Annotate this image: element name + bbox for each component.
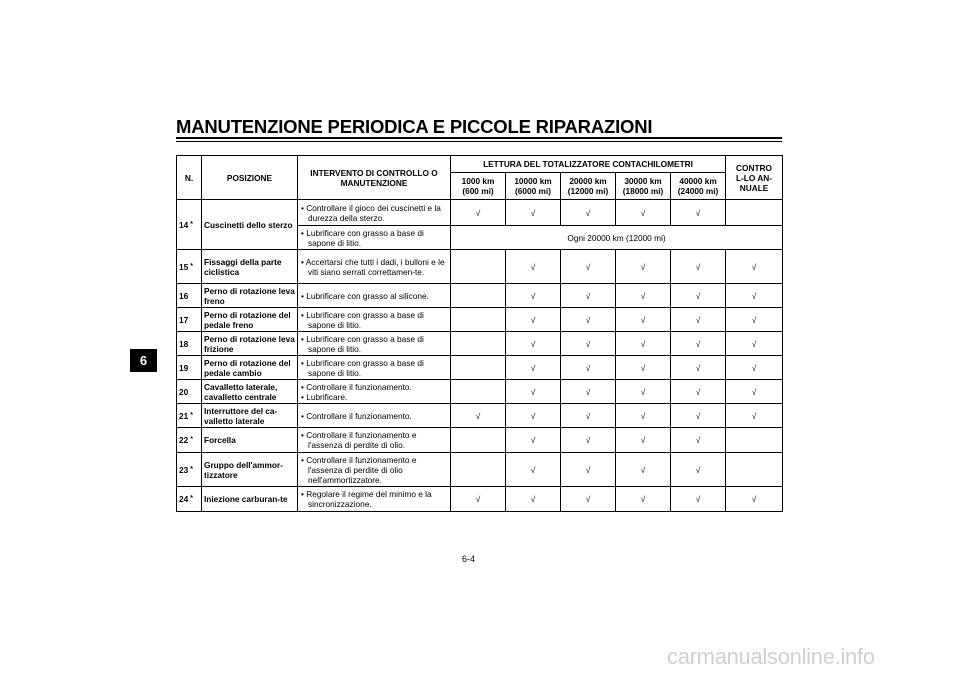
interval-check-cell: √ (671, 250, 726, 284)
row-number-value: 21 (179, 410, 189, 421)
row-action (298, 404, 451, 428)
row-action (298, 453, 451, 487)
row-number-value: 16 (179, 290, 189, 301)
interval-check-cell: √ (561, 487, 616, 512)
interval-check-cell: √ (506, 332, 561, 356)
row-number (177, 428, 202, 453)
action-item: • Controllare il funzionamento e l'assenza di perdite di olio. (301, 430, 417, 450)
row-number-value: 18 (179, 338, 189, 349)
row-position: Iniezione carburan-te (202, 487, 298, 512)
interval-note: Ogni 20000 km (12000 mi) (451, 226, 783, 250)
row-number-value: 23 (179, 464, 189, 475)
interval-check-cell: √ (561, 284, 616, 308)
table-row (177, 250, 783, 284)
header-num: N. (177, 156, 202, 200)
interval-check-cell: √ (506, 453, 561, 487)
interval-check-cell: √ (616, 453, 671, 487)
interval-check-cell: √ (616, 487, 671, 512)
row-position: Perno di rotazione leva freno (202, 284, 298, 308)
interval-check-cell: √ (561, 404, 616, 428)
annual-check-cell (726, 428, 783, 453)
title-rule-thin (176, 141, 782, 142)
chapter-tab: 6 (130, 349, 157, 372)
header-interval (671, 173, 726, 200)
interval-check-cell: √ (616, 356, 671, 380)
maintenance-table (176, 155, 783, 512)
table-row (177, 404, 783, 428)
row-number (177, 487, 202, 512)
row-number (177, 332, 202, 356)
header-interval-line: (6000 mi) (515, 186, 551, 196)
action-item: • Lubrificare con grasso a base di sapone di litio. (301, 227, 424, 248)
annual-check-cell: √ (726, 308, 783, 332)
action-item: • Controllare il funzionamento. (301, 410, 412, 421)
annual-check-cell (726, 200, 783, 226)
interval-check-cell: √ (616, 284, 671, 308)
row-action (298, 250, 451, 284)
interval-check-cell: √ (671, 356, 726, 380)
row-number (177, 404, 202, 428)
interval-check-cell: √ (616, 404, 671, 428)
annual-check-cell: √ (726, 332, 783, 356)
annual-check-cell (726, 453, 783, 487)
header-interval (616, 173, 671, 200)
interval-check-cell: √ (561, 250, 616, 284)
interval-check-cell: √ (506, 356, 561, 380)
row-number-value: 15 (179, 261, 189, 272)
table-row (177, 200, 783, 226)
row-position: Cavalletto laterale, cavalletto centrale (202, 380, 298, 404)
header-interval (451, 173, 506, 200)
annual-check-cell: √ (726, 404, 783, 428)
interval-check-cell: √ (506, 250, 561, 284)
annual-check-cell: √ (726, 380, 783, 404)
interval-check-cell: √ (616, 428, 671, 453)
interval-check-cell (451, 356, 506, 380)
table-row (177, 380, 783, 404)
interval-check-cell (451, 250, 506, 284)
header-odometer: LETTURA DEL TOTALIZZATORE CONTACHILOMETRI (451, 156, 726, 173)
interval-check-cell: √ (671, 428, 726, 453)
row-position: Fissaggi della parte ciclistica (202, 250, 298, 284)
row-action (298, 428, 451, 453)
row-action (298, 284, 451, 308)
interval-check-cell: √ (506, 308, 561, 332)
interval-check-cell: √ (616, 250, 671, 284)
asterisk-mark: * (190, 465, 193, 473)
interval-check-cell (451, 428, 506, 453)
title-rule-thick (176, 137, 782, 139)
row-action (298, 332, 451, 356)
interval-check-cell: √ (671, 308, 726, 332)
row-position: Perno di rotazione leva frizione (202, 332, 298, 356)
interval-check-cell: √ (616, 200, 671, 226)
header-position: POSIZIONE (202, 156, 298, 200)
asterisk-mark: * (190, 220, 193, 228)
row-number-value: 24 (179, 494, 189, 504)
interval-check-cell: √ (506, 428, 561, 453)
asterisk-mark: * (190, 436, 193, 443)
interval-check-cell: √ (561, 380, 616, 404)
row-number-value: 17 (179, 314, 189, 325)
interval-check-cell: √ (671, 404, 726, 428)
interval-check-cell: √ (451, 200, 506, 226)
asterisk-mark: * (190, 495, 193, 502)
interval-check-cell: √ (561, 428, 616, 453)
interval-check-cell: √ (671, 332, 726, 356)
interval-check-cell (451, 380, 506, 404)
table-row (177, 428, 783, 453)
interval-check-cell: √ (671, 284, 726, 308)
action-item: • Controllare il gioco dei cuscinetti e la durezza della sterzo. (301, 202, 441, 223)
row-number-value: 14 (179, 219, 189, 230)
interval-check-cell: √ (561, 332, 616, 356)
annual-check-cell: √ (726, 250, 783, 284)
interval-check-cell: √ (451, 487, 506, 512)
interval-check-cell: √ (506, 380, 561, 404)
interval-check-cell: √ (506, 284, 561, 308)
interval-check-cell: √ (561, 356, 616, 380)
action-item: • Controllare il funzionamento e l'assenza di perdite di olio nell'ammortizzatore. (301, 454, 417, 485)
action-item: • Regolare il regime del minimo e la sincronizzazione. (301, 489, 432, 509)
row-number (177, 380, 202, 404)
header-interval (506, 173, 561, 200)
action-item: • Lubrificare con grasso a base di sapone di litio. (301, 357, 424, 378)
row-number (177, 284, 202, 308)
header-action: INTERVENTO DI CONTROLLO O MANUTENZIONE (298, 156, 451, 200)
interval-check-cell (451, 332, 506, 356)
table-row (177, 356, 783, 380)
header-annual: CONTROL-LO AN-NUALE (726, 156, 783, 200)
annual-check-cell: √ (726, 487, 783, 512)
interval-check-cell: √ (616, 308, 671, 332)
interval-check-cell: √ (671, 200, 726, 226)
page-title: MANUTENZIONE PERIODICA E PICCOLE RIPARAZIONI (176, 116, 653, 137)
header-interval-line: (600 mi) (462, 186, 494, 196)
row-number-value: 20 (179, 386, 189, 397)
interval-check-cell: √ (671, 453, 726, 487)
action-item: • Accertarsi che tutti i dadi, i bulloni e le viti siano serrati correttamen-te. (301, 256, 445, 277)
interval-check-cell: √ (506, 487, 561, 512)
row-position: Perno di rotazione del pedale freno (202, 308, 298, 332)
row-position: Forcella (202, 428, 298, 453)
interval-check-cell: √ (671, 487, 726, 512)
row-number (177, 453, 202, 487)
row-position: Cuscinetti dello sterzo (202, 200, 298, 250)
row-action (298, 200, 451, 226)
interval-check-cell: √ (561, 200, 616, 226)
interval-check-cell: √ (616, 332, 671, 356)
interval-check-cell (451, 308, 506, 332)
row-number (177, 250, 202, 284)
interval-check-cell: √ (561, 453, 616, 487)
row-number-value: 22 (179, 435, 189, 445)
header-interval-line: (18000 mi) (622, 186, 664, 196)
interval-check-cell (451, 453, 506, 487)
action-item: • Lubrificare con grasso al silicone. (301, 290, 429, 301)
interval-check-cell: √ (616, 380, 671, 404)
row-position: Gruppo dell'ammor-tizzatore (202, 453, 298, 487)
header-interval-line: 1000 km (461, 176, 495, 186)
table-row (177, 453, 783, 487)
action-item: • Lubrificare. (301, 391, 348, 402)
row-action (298, 380, 451, 404)
row-number (177, 200, 202, 250)
row-position: Interruttore del ca-valletto laterale (202, 404, 298, 428)
table-row (177, 284, 783, 308)
action-item: • Controllare il funzionamento. (301, 381, 412, 392)
interval-check-cell: √ (506, 200, 561, 226)
watermark: carmanualsonline.info (667, 644, 875, 669)
row-action (298, 356, 451, 380)
page-number: 6-4 (462, 554, 476, 564)
asterisk-mark: * (190, 262, 193, 270)
interval-check-cell: √ (671, 380, 726, 404)
table-row (177, 332, 783, 356)
annual-check-cell: √ (726, 284, 783, 308)
interval-check-cell: √ (561, 308, 616, 332)
header-interval-line: 40000 km (679, 176, 717, 186)
interval-check-cell: √ (506, 404, 561, 428)
row-number (177, 356, 202, 380)
header-interval-line: 20000 km (569, 176, 607, 186)
header-interval-line: (24000 mi) (677, 186, 719, 196)
action-item: • Lubrificare con grasso a base di sapone di litio. (301, 309, 424, 330)
row-number-value: 19 (179, 362, 189, 373)
table-row (177, 308, 783, 332)
row-action (298, 226, 451, 250)
row-position: Perno di rotazione del pedale cambio (202, 356, 298, 380)
action-item: • Lubrificare con grasso a base di sapone di litio. (301, 333, 424, 354)
header-interval (561, 173, 616, 200)
row-action (298, 308, 451, 332)
row-number (177, 308, 202, 332)
interval-check-cell: √ (451, 404, 506, 428)
interval-check-cell (451, 284, 506, 308)
table-row (177, 487, 783, 512)
annual-check-cell: √ (726, 356, 783, 380)
header-interval-line: (12000 mi) (567, 186, 609, 196)
header-interval-line: 30000 km (624, 176, 662, 186)
asterisk-mark: * (190, 411, 193, 419)
header-interval-line: 10000 km (514, 176, 552, 186)
row-action (298, 487, 451, 512)
